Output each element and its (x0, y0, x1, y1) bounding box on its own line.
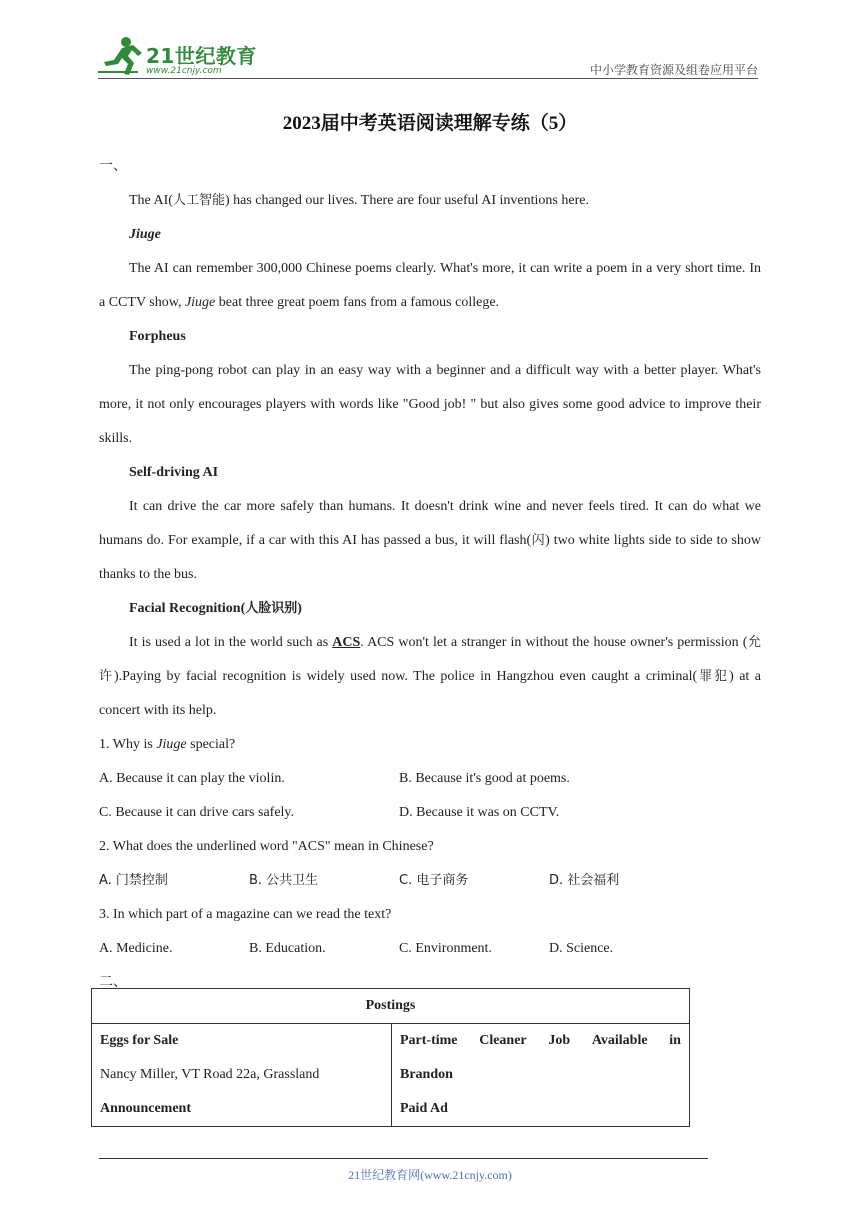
heading-jiuge: Jiuge (129, 227, 161, 242)
facial-heading-b: ) (297, 601, 302, 616)
facial-heading-cn: 人脸识别 (245, 601, 298, 616)
q3-options-row (99, 932, 761, 966)
footer-divider (99, 1158, 708, 1159)
q2-option-b[interactable]: B. 公共卫生 (249, 873, 319, 888)
paid-ad-heading: Paid Ad (400, 1101, 448, 1116)
question-3: 3. In which part of a magazine can we read the text? (99, 907, 392, 922)
q1-option-b[interactable]: B. Because it's good at poems. (399, 771, 570, 786)
paragraph-forpheus: The ping-pong robot can play in an easy way with a beginner and a difficult way with a better player. What's more, it not only encourages players with words like "Good job! " but also gives some good advice to improve their skills. (99, 363, 761, 446)
q1-option-a[interactable]: A. Because it can play the violin. (99, 771, 285, 786)
logo-url: www.21cnjy.com (146, 66, 222, 76)
q1-option-c[interactable]: C. Because it can drive cars safely. (99, 805, 295, 820)
q2-options-row (99, 864, 761, 898)
q3-option-b[interactable]: B. Education. (249, 941, 326, 956)
facial-text-c: ).Paying by facial recognition is widely used now. The police in Hangzhou even caught a criminal( (113, 669, 698, 684)
selfdriving-text-a: It can drive the car more safely than humans. It doesn't drink wine and never feels tired. It can do what we humans do. For example, if a car with this AI has passed a bus, it will flash( (99, 499, 761, 548)
page-title: 2023届中考英语阅读理解专练（5） (282, 113, 578, 134)
question-1 (99, 728, 761, 762)
platform-name: 中小学教育资源及组卷应用平台 (589, 63, 758, 77)
cleaner-word-3: Job (548, 1033, 571, 1048)
q2-option-c[interactable]: C. 电子商务 (399, 873, 469, 888)
eggs-address: Nancy Miller, VT Road 22a, Grassland (100, 1067, 320, 1082)
jiuge-text-a: The AI can remember 300,000 Chinese poems clearly. What's more, it can write a poem in a very short time. In a CCTV show, (99, 261, 761, 310)
q3-option-d[interactable]: D. Science. (549, 941, 614, 956)
selfdriving-text-cn: 闪 (531, 533, 546, 548)
facial-heading-a: Facial Recognition( (129, 601, 246, 616)
logo-text: 21世纪教育 (146, 44, 257, 68)
postings-right-cell (392, 1024, 690, 1127)
facial-text-cn1: 允许 (99, 635, 761, 684)
q2-option-d[interactable]: D. 社会福利 (549, 873, 620, 888)
site-logo[interactable] (98, 34, 268, 78)
section-label-2: 二、 (99, 975, 127, 990)
heading-facial-recognition (99, 592, 761, 626)
q1-option-d[interactable]: D. Because it was on CCTV. (399, 805, 560, 820)
announcement-heading: Announcement (100, 1101, 192, 1116)
main-content (99, 150, 761, 1000)
intro-paragraph (99, 184, 761, 218)
intro-text-a: The AI( (129, 193, 173, 208)
selfdriving-text-b: ) two white lights side to side to show thanks to the bus. (99, 533, 761, 582)
paragraph-facial-recognition (99, 626, 761, 728)
heading-self-driving: Self-driving AI (129, 465, 219, 480)
q2-option-a[interactable]: A. 门禁控制 (99, 873, 168, 888)
q3-option-a[interactable]: A. Medicine. (99, 941, 173, 956)
cleaner-word-4: Available (591, 1033, 648, 1048)
eggs-heading: Eggs for Sale (100, 1033, 179, 1048)
header-divider (98, 78, 758, 79)
cleaner-heading-line2: Brandon (400, 1067, 453, 1082)
q1-options-row-1 (99, 762, 761, 796)
cleaner-word-5: in (669, 1033, 681, 1048)
cleaner-word-2: Cleaner (479, 1033, 527, 1048)
postings-table (91, 988, 690, 1127)
facial-text-a: It is used a lot in the world such as (129, 635, 333, 650)
postings-left-cell (92, 1024, 392, 1127)
q1-options-row-2 (99, 796, 761, 830)
q1-text-a: 1. Why is (99, 737, 157, 752)
paragraph-self-driving (99, 490, 761, 592)
heading-forpheus: Forpheus (129, 329, 186, 344)
page-header (98, 30, 758, 80)
facial-text-b: . ACS won't let a stranger in without the house owner's permission ( (360, 635, 748, 650)
q1-text-b: special? (186, 737, 236, 752)
facial-text-d: ) at a concert with its help. (99, 669, 761, 718)
facial-text-cn2: 罪犯 (697, 669, 730, 684)
paragraph-jiuge (99, 252, 761, 320)
postings-title: Postings (92, 989, 690, 1024)
cleaner-word-1: Part-time (400, 1033, 458, 1048)
runner-icon (98, 34, 144, 78)
jiuge-text-b: beat three great poem fans from a famous college. (215, 295, 500, 310)
jiuge-name: Jiuge (184, 295, 216, 310)
section-label-1: 一、 (99, 159, 127, 174)
underlined-acs: ACS (332, 635, 361, 650)
intro-text-cn: 人工智能 (172, 193, 225, 208)
cleaner-heading-line1 (400, 1024, 681, 1058)
q3-option-c[interactable]: C. Environment. (399, 941, 492, 956)
q1-name: Jiuge (156, 737, 187, 752)
intro-text-b: ) has changed our lives. There are four useful AI inventions here. (224, 193, 589, 208)
footer-text[interactable]: 21世纪教育网(www.21cnjy.com) (348, 1168, 512, 1182)
question-2: 2. What does the underlined word "ACS" mean in Chinese? (99, 839, 434, 854)
